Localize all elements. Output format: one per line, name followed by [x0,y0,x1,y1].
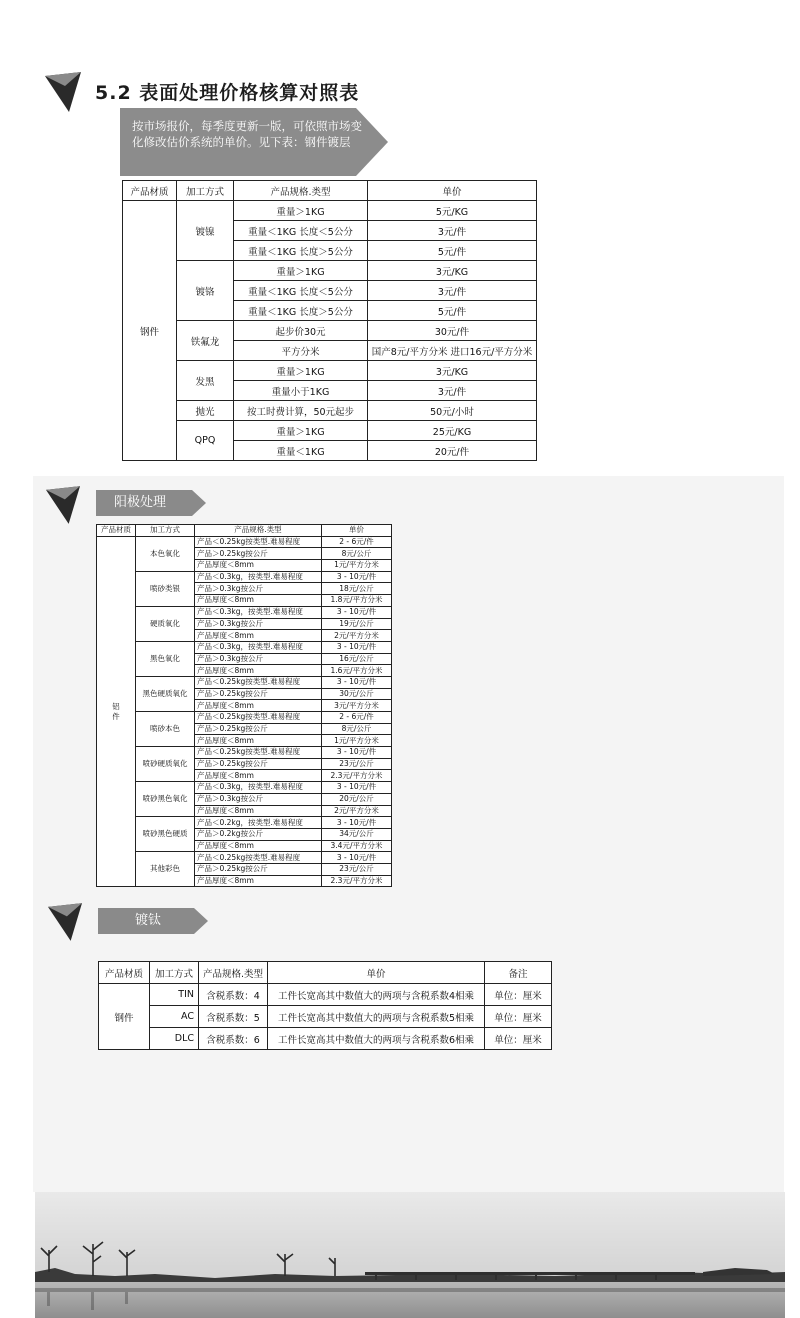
section-tag-titanium [98,908,208,934]
price-cell: 8元/公斤 [322,548,392,560]
table-row [97,782,392,794]
price-cell: 3.4元/平方分米 [322,840,392,852]
header-method: 加工方式 [136,525,195,537]
method-cell: DLC [150,1028,199,1050]
method-cell: 喷砂黑色氧化 [136,782,195,817]
price-cell: 1.8元/平方分米 [322,595,392,607]
price-cell: 3 - 10元/件 [322,817,392,829]
table-row [97,747,392,759]
method-cell: 硬质氧化 [136,606,195,641]
spec-cell: 产品＞0.3kg按公斤 [195,793,322,805]
page-title: 5.2 表面处理价格核算对照表 [95,82,360,104]
price-cell: 3元/件 [368,281,537,301]
price-cell: 19元/公斤 [322,618,392,630]
price-cell: 20元/公斤 [322,793,392,805]
spec-cell: 产品＜0.25kg按类型.难易程度 [195,747,322,759]
price-cell: 25元/KG [368,421,537,441]
price-cell: 3元/件 [368,221,537,241]
spec-cell: 产品厚度＜8mm [195,560,322,572]
price-cell: 5元/KG [368,201,537,221]
spec-cell: 重量＜1KG 长度＜5公分 [234,281,368,301]
intro-text: 按市场报价，每季度更新一版，可依照市场变化修改估价系统的单价。见下表：钢件镀层 [132,119,362,149]
price-cell: 23元/公斤 [322,863,392,875]
spec-cell: 产品＜0.3kg，按类型.难易程度 [195,606,322,618]
price-cell: 50元/小时 [368,401,537,421]
spec-cell: 平方分米 [234,341,368,361]
spec-cell: 产品厚度＜8mm [195,805,322,817]
price-cell: 16元/公斤 [322,653,392,665]
price-cell: 2元/平方分米 [322,805,392,817]
price-cell: 8元/公斤 [322,723,392,735]
material-cell: 钢件 [99,984,150,1050]
price-cell: 3 - 10元/件 [322,747,392,759]
header-method: 加工方式 [177,181,234,201]
spec-cell: 产品＜0.25kg按类型.难易程度 [195,536,322,548]
spec-cell: 重量＞1KG [234,361,368,381]
header-spec: 产品规格.类型 [234,181,368,201]
method-cell: 发黑 [177,361,234,401]
price-cell: 20元/件 [368,441,537,461]
price-cell: 30元/件 [368,321,537,341]
price-cell: 1元/平方分米 [322,735,392,747]
header-spec: 产品规格.类型 [195,525,322,537]
table-row [97,817,392,829]
price-cell: 34元/公斤 [322,828,392,840]
spec-cell: 重量＜1KG [234,441,368,461]
intro-banner [120,108,388,176]
titanium-table [98,961,552,1050]
logo-triangle-icon [45,72,81,112]
anodizing-table-body [97,536,392,887]
price-cell: 30元/公斤 [322,688,392,700]
header-price: 单价 [268,962,485,984]
spec-cell: 产品厚度＜8mm [195,630,322,642]
material-cell: 铝 件 [97,536,136,887]
price-cell: 工件长宽高其中数值大的两项与含税系数5相乘 [268,1006,485,1028]
method-cell: 镀镍 [177,201,234,261]
method-cell: 铁氟龙 [177,321,234,361]
header-material: 产品材质 [99,962,150,984]
spec-cell: 产品＞0.2kg按公斤 [195,828,322,840]
spec-cell: 重量＞1KG [234,421,368,441]
header-price: 单价 [368,181,537,201]
price-cell: 3 - 10元/件 [322,606,392,618]
price-cell: 3 - 10元/件 [322,571,392,583]
spec-cell: 产品厚度＜8mm [195,595,322,607]
spec-cell: 含税系数：6 [199,1028,268,1050]
spec-cell: 产品＜0.25kg按类型.难易程度 [195,676,322,688]
spec-cell: 产品厚度＜8mm [195,875,322,887]
table-row [97,712,392,724]
spec-cell: 重量＜1KG 长度＜5公分 [234,221,368,241]
price-cell: 2 - 6元/件 [322,712,392,724]
spec-cell: 含税系数：5 [199,1006,268,1028]
spec-cell: 含税系数：4 [199,984,268,1006]
spec-cell: 重量＜1KG 长度＞5公分 [234,241,368,261]
price-cell: 国产8元/平方分米 进口16元/平方分米 [368,341,537,361]
method-cell: AC [150,1006,199,1028]
price-cell: 23元/公斤 [322,758,392,770]
spec-cell: 产品厚度＜8mm [195,770,322,782]
spec-cell: 产品＜0.3kg，按类型.难易程度 [195,641,322,653]
price-cell: 3元/平方分米 [322,700,392,712]
spec-cell: 产品＞0.25kg按公斤 [195,758,322,770]
spec-cell: 按工时费计算，50元起步 [234,401,368,421]
price-cell: 3 - 10元/件 [322,852,392,864]
header-spec: 产品规格.类型 [199,962,268,984]
price-cell: 2 - 6元/件 [322,536,392,548]
spec-cell: 起步价30元 [234,321,368,341]
price-cell: 3 - 10元/件 [322,782,392,794]
steel-plating-table [122,180,537,461]
section-tag-label: 阳极处理 [113,495,166,510]
method-cell: 本色氧化 [136,536,195,571]
spec-cell: 产品＞0.25kg按公斤 [195,688,322,700]
note-cell: 单位：厘米 [485,1006,552,1028]
spec-cell: 产品＜0.25kg按类型.难易程度 [195,852,322,864]
price-cell: 3 - 10元/件 [322,641,392,653]
spec-cell: 产品厚度＜8mm [195,735,322,747]
price-cell: 18元/公斤 [322,583,392,595]
spec-cell: 产品厚度＜8mm [195,700,322,712]
header-method: 加工方式 [150,962,199,984]
method-cell: QPQ [177,421,234,461]
price-cell: 3元/KG [368,361,537,381]
table-row [97,641,392,653]
spec-cell: 重量＞1KG [234,261,368,281]
material-cell: 钢件 [123,201,177,461]
spec-cell: 产品＞0.3kg按公斤 [195,583,322,595]
logo-triangle-icon [46,486,80,524]
price-cell: 2.3元/平方分米 [322,770,392,782]
spec-cell: 产品＜0.3kg，按类型.难易程度 [195,782,322,794]
logo-triangle-icon [48,903,82,941]
spec-cell: 重量小于1KG [234,381,368,401]
spec-cell: 产品＞0.25kg按公斤 [195,863,322,875]
spec-cell: 产品＞0.25kg按公斤 [195,548,322,560]
method-cell: 喷砂硬质氧化 [136,747,195,782]
spec-cell: 产品＞0.25kg按公斤 [195,723,322,735]
spec-cell: 产品厚度＜8mm [195,665,322,677]
method-cell: 喷砂类银 [136,571,195,606]
spec-cell: 产品＜0.25kg按类型.难易程度 [195,712,322,724]
spec-cell: 产品＞0.3kg按公斤 [195,653,322,665]
spec-cell: 产品＜0.2kg，按类型.难易程度 [195,817,322,829]
table-row [97,676,392,688]
landscape-photo [35,1192,785,1318]
price-cell: 1.6元/平方分米 [322,665,392,677]
method-cell: 喷砂本色 [136,712,195,747]
price-cell: 2.3元/平方分米 [322,875,392,887]
price-cell: 工件长宽高其中数值大的两项与含税系数4相乘 [268,984,485,1006]
spec-cell: 产品厚度＜8mm [195,840,322,852]
section-tag-anodizing [96,490,206,516]
method-cell: 抛光 [177,401,234,421]
note-cell: 单位：厘米 [485,984,552,1006]
note-cell: 单位：厘米 [485,1028,552,1050]
section-tag-label: 镀钛 [134,913,161,928]
price-cell: 工件长宽高其中数值大的两项与含税系数6相乘 [268,1028,485,1050]
spec-cell: 产品＜0.3kg，按类型.难易程度 [195,571,322,583]
header-price: 单价 [322,525,392,537]
table-row [97,606,392,618]
price-cell: 3 - 10元/件 [322,676,392,688]
header-note: 备注 [485,962,552,984]
price-cell: 5元/件 [368,301,537,321]
method-cell: 镀铬 [177,261,234,321]
header-material: 产品材质 [97,525,136,537]
spec-cell: 重量＜1KG 长度＞5公分 [234,301,368,321]
price-cell: 3元/KG [368,261,537,281]
table-row [97,571,392,583]
method-cell: TIN [150,984,199,1006]
spec-cell: 重量＞1KG [234,201,368,221]
table-row [97,852,392,864]
price-cell: 3元/件 [368,381,537,401]
anodizing-table [96,524,392,887]
price-cell: 5元/件 [368,241,537,261]
table-row [97,536,392,548]
header-material: 产品材质 [123,181,177,201]
method-cell: 喷砂黑色硬质 [136,817,195,852]
method-cell: 其他彩色 [136,852,195,887]
method-cell: 黑色硬质氧化 [136,676,195,711]
price-cell: 1元/平方分米 [322,560,392,572]
price-cell: 2元/平方分米 [322,630,392,642]
method-cell: 黑色氧化 [136,641,195,676]
spec-cell: 产品＞0.3kg按公斤 [195,618,322,630]
